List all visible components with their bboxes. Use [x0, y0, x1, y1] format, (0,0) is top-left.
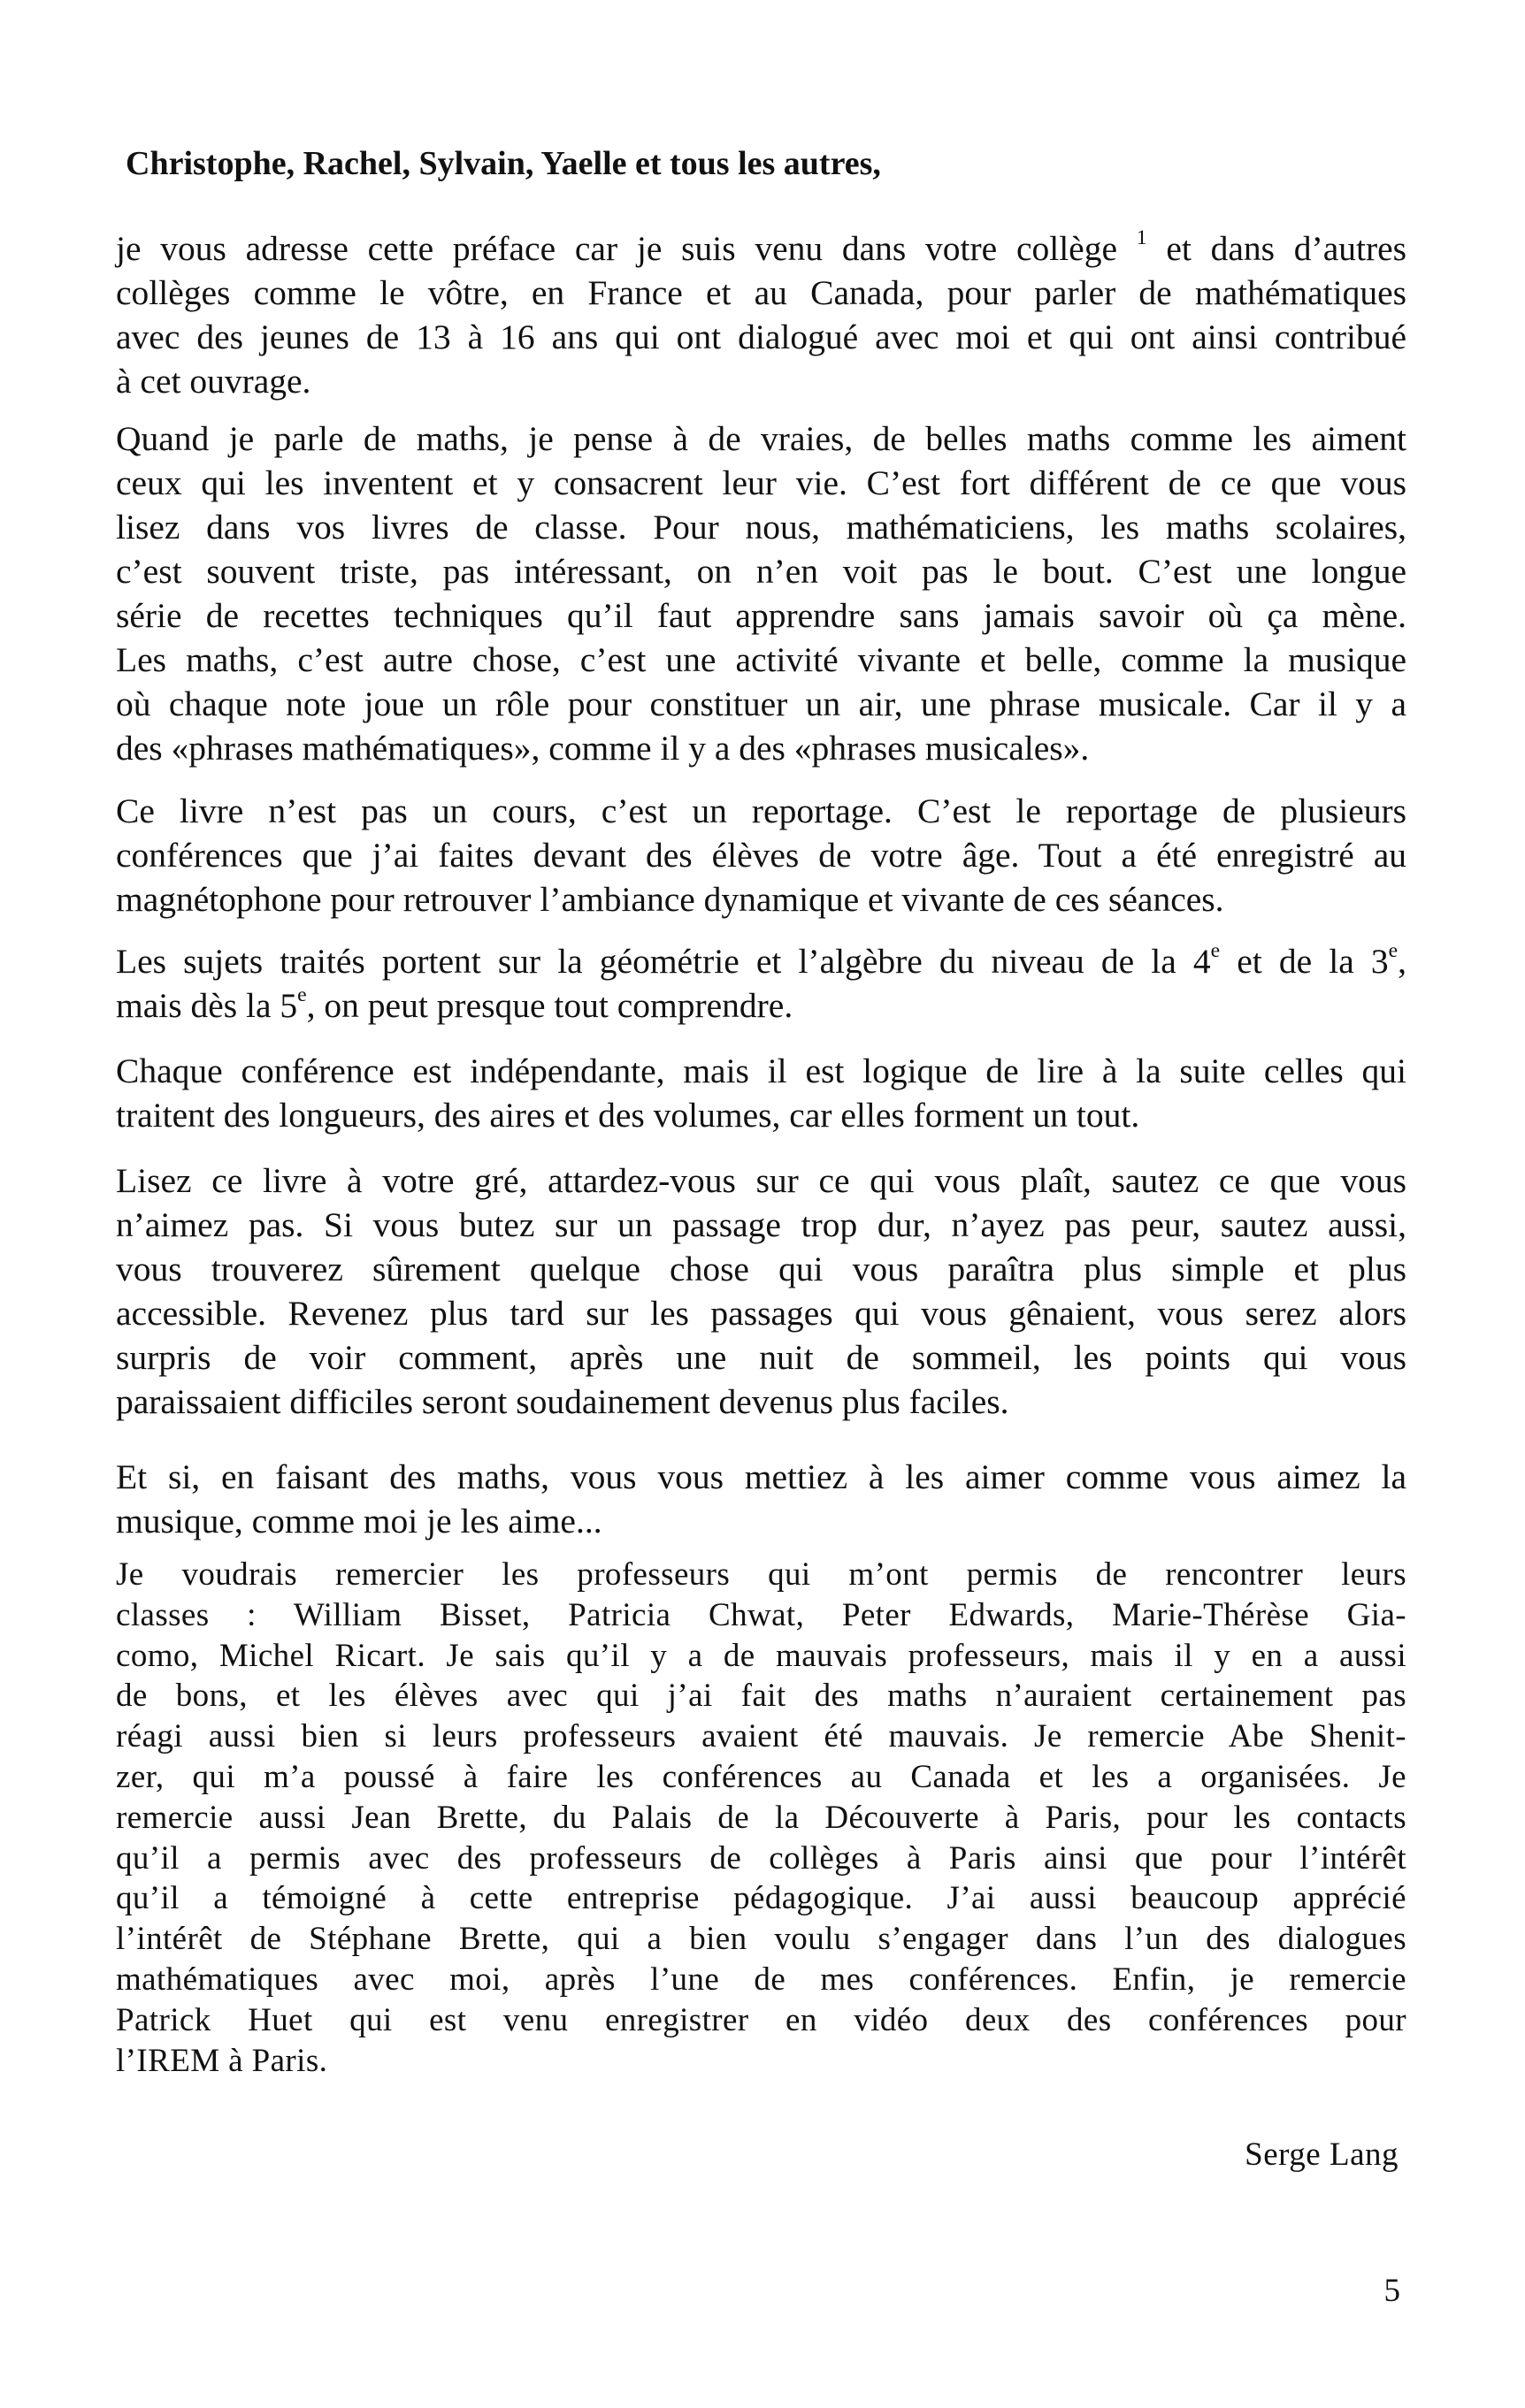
superscript: e — [297, 983, 307, 1007]
paragraph-2 — [116, 417, 1406, 770]
paragraph-7 — [116, 1455, 1406, 1543]
paragraph-line: Quand je parle de maths, je pense à de vraies, de belles maths comme les aiment — [116, 419, 1406, 458]
paragraph-line: magnétophone pour retrouver l’ambiance dynamique et vivante de ces séances. — [116, 880, 1224, 919]
ack-line: l’IREM à Paris. — [116, 2042, 328, 2079]
superscript: e — [1210, 939, 1221, 963]
paragraph-line: traitent des longueurs, des aires et des volumes, car elles forment un tout. — [116, 1096, 1140, 1135]
paragraph-line: musique, comme moi je les aime... — [116, 1502, 602, 1540]
paragraph-line: série de recettes techniques qu’il faut apprendre sans jamais savoir où ça mène. — [116, 596, 1406, 635]
paragraph-line: collèges comme le vôtre, en France et au Canada, pour parler de mathématiques — [116, 273, 1406, 312]
paragraph-line: Lisez ce livre à votre gré, attardez-vous sur ce qui vous plaît, sautez ce que vous — [116, 1161, 1406, 1200]
paragraph-line: paraissaient difficiles seront soudainement devenus plus faciles. — [116, 1382, 1009, 1421]
paragraph-line: accessible. Revenez plus tard sur les passages qui vous gênaient, vous serez alors — [116, 1294, 1406, 1333]
ack-line: remercie aussi Jean Brette, du Palais de la Découverte à Paris, pour les contacts — [116, 1799, 1406, 1836]
ack-line: Je voudrais remercier les professeurs qui m’ont permis de rencontrer leurs — [116, 1556, 1406, 1593]
paragraph-line: Ce livre n’est pas un cours, c’est un reportage. C’est le reportage de plusieurs — [116, 791, 1406, 830]
paragraph-line: Les maths, c’est autre chose, c’est une activité vivante et belle, comme la musique — [116, 640, 1406, 679]
ack-line: réagi aussi bien si leurs professeurs avaient été mauvais. Je remercie Abe Shenit- — [116, 1718, 1406, 1755]
footnote-mark: 1 — [1136, 226, 1147, 250]
paragraph-4 — [116, 939, 1406, 1028]
paragraph-line — [116, 939, 1406, 983]
paragraph-line — [116, 226, 1406, 271]
superscript: e — [1388, 939, 1399, 963]
ack-line: classes : William Bisset, Patricia Chwat, Peter Edwards, Marie-Thérèse Gia- — [116, 1596, 1406, 1633]
ack-line: Patrick Huet qui est venu enregistrer en vidéo deux des conférences pour — [116, 2001, 1406, 2038]
ack-line: mathématiques avec moi, après l’une de mes conférences. Enfin, je remercie — [116, 1961, 1406, 1998]
text-segment: et dans d’autres — [1166, 229, 1407, 268]
ack-line: l’intérêt de Stéphane Brette, qui a bien voulu s’engager dans l’un des dialogues — [116, 1921, 1406, 1958]
paragraph-1 — [116, 226, 1406, 403]
text-segment: et de la 3 — [1220, 942, 1389, 981]
paragraph-line — [116, 983, 1406, 1028]
signature: Serge Lang — [1245, 2137, 1399, 2173]
ack-line: como, Michel Ricart. Je sais qu’il y a de mauvais professeurs, mais il y en a aussi — [116, 1637, 1406, 1674]
paragraph-line: conférences que j’ai faites devant des élèves de votre âge. Tout a été enregistré au — [116, 836, 1406, 875]
ack-line: de bons, et les élèves avec qui j’ai fait des maths n’auraient certainement pas — [116, 1678, 1406, 1715]
text-segment: mais dès la 5 — [116, 986, 298, 1025]
paragraph-line: n’aimez pas. Si vous butez sur un passage trop dur, n’ayez pas peur, sautez aussi, — [116, 1205, 1406, 1244]
page-number: 5 — [1383, 2273, 1400, 2309]
paragraph-line: c’est souvent triste, pas intéressant, on n’en voit pas le bout. C’est une longue — [116, 552, 1406, 591]
ack-line: qu’il a témoigné à cette entreprise pédagogique. J’ai aussi beaucoup apprécié — [116, 1880, 1406, 1917]
text-segment: , on peut presque tout comprendre. — [306, 986, 793, 1025]
salutation-heading: Christophe, Rachel, Sylvain, Yaelle et tous les autres, — [126, 145, 881, 182]
paragraph-line: surpris de voir comment, après une nuit de sommeil, les points qui vous — [116, 1338, 1406, 1377]
paragraph-line: Et si, en faisant des maths, vous vous mettiez à les aimer comme vous aimez la — [116, 1457, 1406, 1496]
ack-line: zer, qui m’a poussé à faire les conférences au Canada et les a organisées. Je — [116, 1758, 1406, 1795]
text-segment: je vous adresse cette préface car je suis venu dans votre collège — [116, 229, 1117, 268]
paragraph-5 — [116, 1049, 1406, 1137]
paragraph-line: vous trouverez sûrement quelque chose qui vous paraîtra plus simple et plus — [116, 1250, 1406, 1288]
paragraph-6 — [116, 1158, 1406, 1424]
paragraph-line: à cet ouvrage. — [116, 362, 311, 401]
paragraph-line: Chaque conférence est indépendante, mais il est logique de lire à la suite celles qui — [116, 1051, 1406, 1090]
paragraph-line: où chaque note joue un rôle pour constituer un air, une phrase musicale. Car il y a — [116, 684, 1406, 723]
paragraph-line: avec des jeunes de 13 à 16 ans qui ont dialogué avec moi et qui ont ainsi contribué — [116, 317, 1406, 356]
text-segment: , — [1398, 942, 1407, 981]
text-segment: Les sujets traités portent sur la géométrie et l’algèbre du niveau de la 4 — [116, 942, 1211, 981]
paragraph-line: des «phrases mathématiques», comme il y a des «phrases musicales». — [116, 729, 1090, 768]
paragraph-3 — [116, 789, 1406, 921]
acknowledgments-paragraph — [116, 1555, 1406, 2081]
ack-line: qu’il a permis avec des professeurs de collèges à Paris ainsi que pour l’intérêt — [116, 1839, 1406, 1877]
paragraph-line: ceux qui les inventent et y consacrent leur vie. C’est fort différent de ce que vous — [116, 463, 1406, 502]
paragraph-line: lisez dans vos livres de classe. Pour nous, mathématiciens, les maths scolaires, — [116, 508, 1406, 547]
